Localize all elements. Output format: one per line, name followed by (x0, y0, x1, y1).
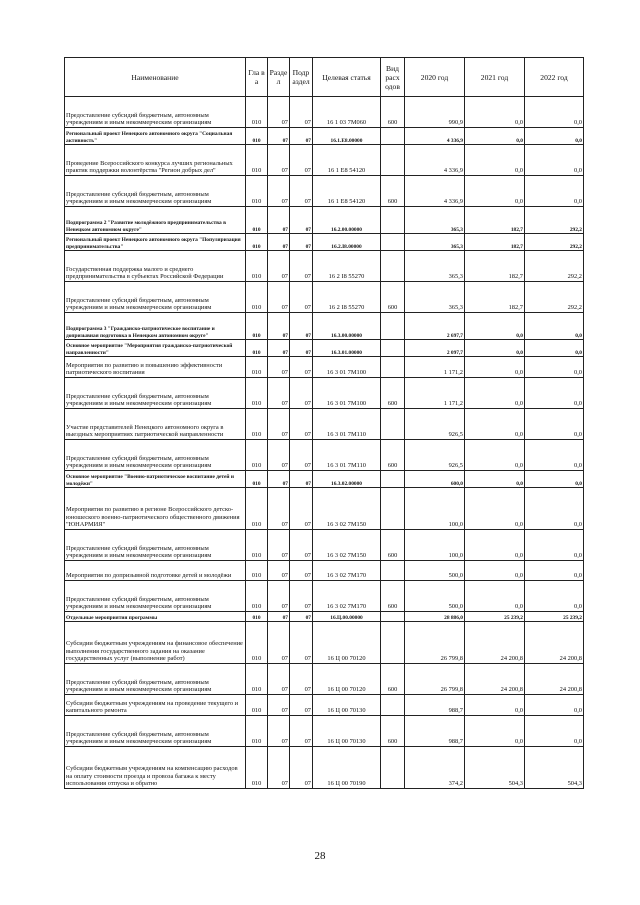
row-expense-type (381, 128, 405, 145)
row-subsection: 07 (290, 128, 313, 145)
row-target-article: 16.Ц.00.00000 (313, 612, 381, 622)
row-value-2022: 292,2 (525, 282, 584, 313)
row-value-2022: 0,0 (525, 128, 584, 145)
row-expense-type (381, 561, 405, 581)
row-name: Государственная поддержка малого и среднего предпринимательства в субъектах Российской Федерации (65, 251, 246, 282)
row-chapter: 010 (246, 581, 268, 612)
row-section: 07 (268, 378, 290, 409)
row-subsection: 07 (290, 747, 313, 789)
row-target-article: 16 Ц 00 70120 (313, 622, 381, 664)
row-value-2022: 0,0 (525, 561, 584, 581)
row-chapter: 010 (246, 488, 268, 530)
row-value-2022: 25 239,2 (525, 612, 584, 622)
row-section: 07 (268, 612, 290, 622)
row-value-2022: 0,0 (525, 97, 584, 128)
row-value-2020: 2 697,7 (405, 313, 465, 340)
row-target-article: 16.1.Е8.00000 (313, 128, 381, 145)
header-2021: 2021 год (465, 58, 525, 97)
row-section: 07 (268, 176, 290, 207)
row-value-2022: 0,0 (525, 488, 584, 530)
row-name: Предоставление субсидий бюджетным, автономным учреждениям и иным некоммерческим организациям (65, 581, 246, 612)
row-value-2022: 0,0 (525, 695, 584, 716)
table-row (65, 145, 584, 176)
table-row (65, 488, 584, 530)
row-value-2020: 26 799,8 (405, 664, 465, 695)
row-value-2022: 0,0 (525, 440, 584, 471)
row-chapter: 010 (246, 207, 268, 234)
table-body (65, 97, 584, 789)
row-subsection: 07 (290, 234, 313, 251)
row-name: Субсидии бюджетным учреждениям на финансовое обеспечение выполнения государственного задания на оказание государственных услуг (выполнение работ) (65, 622, 246, 664)
row-value-2021: 0,0 (465, 97, 525, 128)
row-target-article: 16.3.00.00000 (313, 313, 381, 340)
row-value-2020: 600,0 (405, 471, 465, 488)
row-value-2022: 24 200,8 (525, 622, 584, 664)
row-value-2021: 0,0 (465, 378, 525, 409)
row-value-2021: 182,7 (465, 234, 525, 251)
row-subsection: 07 (290, 581, 313, 612)
row-target-article: 16 3 01 7М110 (313, 440, 381, 471)
row-expense-type: 600 (381, 664, 405, 695)
row-value-2020: 4 336,9 (405, 128, 465, 145)
row-value-2021: 0,0 (465, 176, 525, 207)
row-chapter: 010 (246, 357, 268, 378)
row-section: 07 (268, 145, 290, 176)
row-chapter: 010 (246, 716, 268, 747)
row-value-2022: 0,0 (525, 357, 584, 378)
row-subsection: 07 (290, 440, 313, 471)
row-expense-type (381, 313, 405, 340)
row-name: Мероприятия по развитию в регионе Всероссийского детско-юношеского военно-патриотического общественного движения "ЮНАРМИЯ" (65, 488, 246, 530)
row-value-2021: 0,0 (465, 357, 525, 378)
table-row (65, 313, 584, 340)
row-value-2020: 988,7 (405, 695, 465, 716)
row-value-2021: 0,0 (465, 695, 525, 716)
row-subsection: 07 (290, 530, 313, 561)
row-target-article: 16 2 I8 55270 (313, 282, 381, 313)
table-row (65, 128, 584, 145)
row-target-article: 16 Ц 00 70190 (313, 747, 381, 789)
table-row (65, 581, 584, 612)
row-value-2021: 504,3 (465, 747, 525, 789)
row-section: 07 (268, 530, 290, 561)
row-value-2020: 28 886,0 (405, 612, 465, 622)
row-expense-type: 600 (381, 97, 405, 128)
row-section: 07 (268, 695, 290, 716)
row-value-2021: 25 239,2 (465, 612, 525, 622)
row-value-2021: 182,7 (465, 282, 525, 313)
row-value-2022: 0,0 (525, 378, 584, 409)
row-name: Региональный проект Ненецкого автономного округа "Популяризация предпринимательства" (65, 234, 246, 251)
row-expense-type: 600 (381, 282, 405, 313)
row-value-2020: 100,0 (405, 488, 465, 530)
row-value-2020: 500,0 (405, 561, 465, 581)
row-name: Предоставление субсидий бюджетным, автономным учреждениям и иным некоммерческим организациям (65, 176, 246, 207)
row-expense-type (381, 357, 405, 378)
row-chapter: 010 (246, 251, 268, 282)
row-expense-type: 600 (381, 176, 405, 207)
table-row (65, 471, 584, 488)
row-section: 07 (268, 664, 290, 695)
row-chapter: 010 (246, 234, 268, 251)
row-subsection: 07 (290, 622, 313, 664)
table-row (65, 207, 584, 234)
row-value-2022: 0,0 (525, 313, 584, 340)
row-section: 07 (268, 357, 290, 378)
row-value-2021: 24 200,8 (465, 622, 525, 664)
row-expense-type (381, 471, 405, 488)
table-row (65, 251, 584, 282)
row-section: 07 (268, 313, 290, 340)
row-value-2020: 990,9 (405, 97, 465, 128)
row-section: 07 (268, 488, 290, 530)
table-row (65, 234, 584, 251)
header-name: Наименование (65, 58, 246, 97)
row-subsection: 07 (290, 145, 313, 176)
row-value-2020: 988,7 (405, 716, 465, 747)
row-section: 07 (268, 207, 290, 234)
table-row (65, 176, 584, 207)
row-target-article: 16.3.02.00000 (313, 471, 381, 488)
row-name: Предоставление субсидий бюджетным, автономным учреждениям и иным некоммерческим организациям (65, 664, 246, 695)
row-name: Предоставление субсидий бюджетным, автономным учреждениям и иным некоммерческим организациям (65, 530, 246, 561)
row-value-2022: 292,2 (525, 207, 584, 234)
row-section: 07 (268, 282, 290, 313)
row-name: Предоставление субсидий бюджетным, автономным учреждениям и иным некоммерческим организациям (65, 97, 246, 128)
row-name: Основное мероприятие "Военно-патриотическое воспитание детей и молодёжи" (65, 471, 246, 488)
page-number: 28 (314, 850, 326, 862)
row-chapter: 010 (246, 471, 268, 488)
row-value-2020: 365,3 (405, 282, 465, 313)
row-expense-type (381, 488, 405, 530)
row-expense-type: 600 (381, 378, 405, 409)
row-target-article: 16 1 Е8 54120 (313, 145, 381, 176)
row-section: 07 (268, 440, 290, 471)
row-value-2022: 0,0 (525, 581, 584, 612)
row-target-article: 16 3 02 7М170 (313, 581, 381, 612)
row-value-2021: 0,0 (465, 440, 525, 471)
row-name: Предоставление субсидий бюджетным, автономным учреждениям и иным некоммерческим организациям (65, 378, 246, 409)
row-subsection: 07 (290, 488, 313, 530)
table-row (65, 716, 584, 747)
row-chapter: 010 (246, 282, 268, 313)
row-value-2021: 0,0 (465, 409, 525, 440)
row-value-2020: 926,5 (405, 409, 465, 440)
row-name: Предоставление субсидий бюджетным, автономным учреждениям и иным некоммерческим организациям (65, 282, 246, 313)
row-expense-type (381, 612, 405, 622)
row-value-2021: 24 200,8 (465, 664, 525, 695)
row-value-2022: 292,2 (525, 251, 584, 282)
row-value-2021: 0,0 (465, 340, 525, 357)
table-header-row (65, 58, 584, 97)
row-target-article: 16 3 01 7М100 (313, 378, 381, 409)
row-value-2022: 0,0 (525, 176, 584, 207)
table-row (65, 357, 584, 378)
row-subsection: 07 (290, 282, 313, 313)
row-value-2020: 4 336,9 (405, 145, 465, 176)
row-name: Мероприятия по развитию и повышению эффективности патриотического воспитания (65, 357, 246, 378)
row-value-2022: 0,0 (525, 530, 584, 561)
row-expense-type (381, 340, 405, 357)
row-value-2021: 0,0 (465, 581, 525, 612)
row-subsection: 07 (290, 716, 313, 747)
row-target-article: 16 1 03 7М060 (313, 97, 381, 128)
row-value-2020: 2 097,7 (405, 340, 465, 357)
row-subsection: 07 (290, 471, 313, 488)
table-row (65, 530, 584, 561)
row-target-article: 16 3 02 7М150 (313, 530, 381, 561)
row-section: 07 (268, 128, 290, 145)
header-target-article: Целевая статья (313, 58, 381, 97)
row-value-2021: 0,0 (465, 145, 525, 176)
table-row (65, 747, 584, 789)
row-value-2020: 4 336,9 (405, 176, 465, 207)
row-section: 07 (268, 251, 290, 282)
row-chapter: 010 (246, 695, 268, 716)
row-expense-type (381, 251, 405, 282)
row-subsection: 07 (290, 561, 313, 581)
row-expense-type (381, 234, 405, 251)
row-subsection: 07 (290, 409, 313, 440)
row-chapter: 010 (246, 128, 268, 145)
row-chapter: 010 (246, 622, 268, 664)
row-value-2022: 292,2 (525, 234, 584, 251)
row-section: 07 (268, 471, 290, 488)
table-row (65, 695, 584, 716)
row-chapter: 010 (246, 378, 268, 409)
budget-table-sheet (64, 57, 583, 789)
row-subsection: 07 (290, 313, 313, 340)
row-value-2020: 100,0 (405, 530, 465, 561)
row-target-article: 16 1 Е8 54120 (313, 176, 381, 207)
row-expense-type (381, 145, 405, 176)
row-section: 07 (268, 747, 290, 789)
row-target-article: 16 Ц 00 70120 (313, 664, 381, 695)
row-value-2022: 24 200,8 (525, 664, 584, 695)
table-row (65, 97, 584, 128)
row-subsection: 07 (290, 340, 313, 357)
row-name: Участие представителей Ненецкого автономного округа в выездных мероприятиях патриотической направленности (65, 409, 246, 440)
row-value-2021: 0,0 (465, 471, 525, 488)
row-subsection: 07 (290, 97, 313, 128)
row-value-2020: 500,0 (405, 581, 465, 612)
row-expense-type: 600 (381, 530, 405, 561)
row-subsection: 07 (290, 357, 313, 378)
row-value-2020: 365,3 (405, 234, 465, 251)
row-value-2021: 0,0 (465, 488, 525, 530)
row-value-2021: 182,7 (465, 207, 525, 234)
row-target-article: 16 3 01 7М100 (313, 357, 381, 378)
row-subsection: 07 (290, 251, 313, 282)
table-row (65, 440, 584, 471)
row-name: Подпрограмма 3 "Гражданско-патриотическое воспитание и допризывная подготовка в Ненецком автономном округе" (65, 313, 246, 340)
row-section: 07 (268, 622, 290, 664)
row-target-article: 16 3 02 7М150 (313, 488, 381, 530)
row-value-2020: 926,5 (405, 440, 465, 471)
header-subsection: Подр аздел (290, 58, 313, 97)
header-expense-type: Вид расх одов (381, 58, 405, 97)
table-row (65, 612, 584, 622)
table-row (65, 409, 584, 440)
row-value-2022: 0,0 (525, 471, 584, 488)
row-value-2022: 0,0 (525, 716, 584, 747)
row-value-2021: 182,7 (465, 251, 525, 282)
row-expense-type: 600 (381, 581, 405, 612)
header-section: Разде л (268, 58, 290, 97)
row-expense-type (381, 695, 405, 716)
row-subsection: 07 (290, 612, 313, 622)
row-chapter: 010 (246, 313, 268, 340)
row-chapter: 010 (246, 612, 268, 622)
row-chapter: 010 (246, 409, 268, 440)
row-section: 07 (268, 409, 290, 440)
row-value-2021: 0,0 (465, 128, 525, 145)
row-section: 07 (268, 97, 290, 128)
row-value-2021: 0,0 (465, 716, 525, 747)
row-section: 07 (268, 234, 290, 251)
row-name: Предоставление субсидий бюджетным, автономным учреждениям и иным некоммерческим организациям (65, 716, 246, 747)
row-value-2022: 0,0 (525, 340, 584, 357)
row-name: Региональный проект Ненецкого автономного округа "Социальная активность" (65, 128, 246, 145)
row-name: Предоставление субсидий бюджетным, автономным учреждениям и иным некоммерческим организациям (65, 440, 246, 471)
row-subsection: 07 (290, 378, 313, 409)
row-name: Основное мероприятие "Мероприятия гражданско-патриотической направленности" (65, 340, 246, 357)
table-row (65, 282, 584, 313)
row-subsection: 07 (290, 176, 313, 207)
table-row (65, 340, 584, 357)
row-expense-type (381, 207, 405, 234)
row-chapter: 010 (246, 440, 268, 471)
row-value-2020: 374,2 (405, 747, 465, 789)
row-section: 07 (268, 581, 290, 612)
row-expense-type (381, 747, 405, 789)
row-target-article: 16 2 I8 55270 (313, 251, 381, 282)
row-target-article: 16.2.I8.00000 (313, 234, 381, 251)
row-target-article: 16 Ц 00 70130 (313, 695, 381, 716)
row-expense-type (381, 409, 405, 440)
row-expense-type: 600 (381, 440, 405, 471)
row-chapter: 010 (246, 561, 268, 581)
row-value-2022: 504,3 (525, 747, 584, 789)
row-name: Отдельные мероприятия программы (65, 612, 246, 622)
row-value-2021: 0,0 (465, 561, 525, 581)
row-name: Подпрограмма 2 "Развитие молодёжного предпринимательства в Ненецком автономном округе" (65, 207, 246, 234)
row-expense-type: 600 (381, 716, 405, 747)
row-value-2022: 0,0 (525, 409, 584, 440)
row-value-2020: 1 171,2 (405, 357, 465, 378)
row-chapter: 010 (246, 747, 268, 789)
row-target-article: 16 3 01 7М110 (313, 409, 381, 440)
row-subsection: 07 (290, 207, 313, 234)
row-subsection: 07 (290, 664, 313, 695)
row-subsection: 07 (290, 695, 313, 716)
row-section: 07 (268, 340, 290, 357)
row-chapter: 010 (246, 145, 268, 176)
row-chapter: 010 (246, 664, 268, 695)
header-chapter: Гла в а (246, 58, 268, 97)
row-value-2020: 365,3 (405, 207, 465, 234)
row-name: Мероприятия по допризывной подготовке детей и молодёжи (65, 561, 246, 581)
row-value-2020: 1 171,2 (405, 378, 465, 409)
row-expense-type (381, 622, 405, 664)
row-section: 07 (268, 716, 290, 747)
table-row (65, 561, 584, 581)
header-2022: 2022 год (525, 58, 584, 97)
row-name: Субсидии бюджетным учреждениям на компенсацию расходов на оплату стоимости проезда и провоза багажа к месту использования отпуска и обратно (65, 747, 246, 789)
row-chapter: 010 (246, 530, 268, 561)
row-value-2021: 0,0 (465, 530, 525, 561)
table-row (65, 622, 584, 664)
row-name: Проведение Всероссийского конкурса лучших региональных практик поддержки волонтёрства "Регион добрых дел" (65, 145, 246, 176)
table-row (65, 378, 584, 409)
row-chapter: 010 (246, 176, 268, 207)
row-target-article: 16 3 02 7М170 (313, 561, 381, 581)
row-value-2021: 0,0 (465, 313, 525, 340)
budget-table (64, 57, 584, 789)
table-row (65, 664, 584, 695)
row-chapter: 010 (246, 340, 268, 357)
row-chapter: 010 (246, 97, 268, 128)
row-target-article: 16.2.00.00000 (313, 207, 381, 234)
row-value-2020: 26 799,8 (405, 622, 465, 664)
row-section: 07 (268, 561, 290, 581)
row-target-article: 16 Ц 00 70130 (313, 716, 381, 747)
header-2020: 2020 год (405, 58, 465, 97)
row-value-2022: 0,0 (525, 145, 584, 176)
row-value-2020: 365,3 (405, 251, 465, 282)
row-name: Субсидии бюджетным учреждениям на проведение текущего и капитального ремонта (65, 695, 246, 716)
row-target-article: 16.3.01.00000 (313, 340, 381, 357)
